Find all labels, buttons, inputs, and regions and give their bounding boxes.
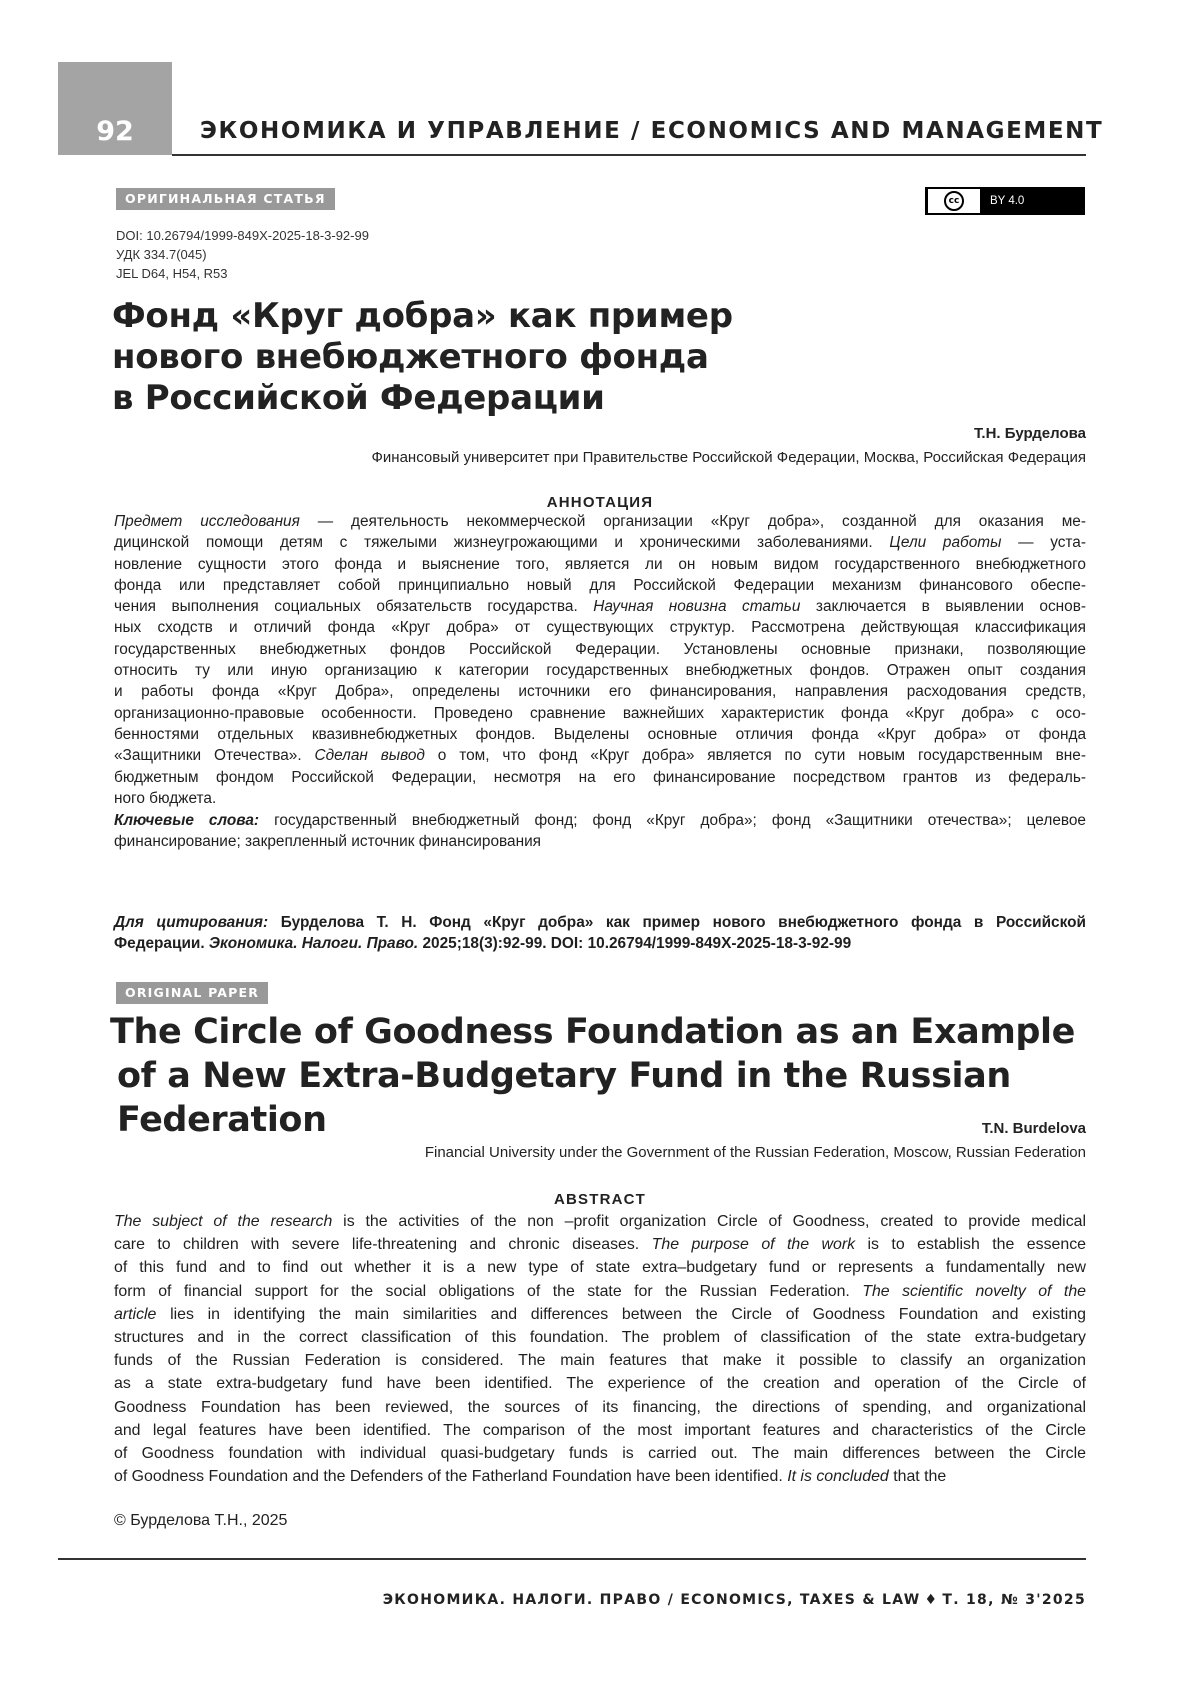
- creative-commons-icon: cc: [944, 191, 964, 211]
- text-run: and legal features have been identified. The comparison of the most important features and characteristics of the Circle: [114, 1421, 1086, 1439]
- diamond-icon: ♦: [924, 1592, 939, 1608]
- text-run: Ключевые слова:: [114, 812, 260, 829]
- text-line: [114, 1210, 1086, 1233]
- text-run: Goodness Foundation has been reviewed, the sources of its financing, the directions of spending, and organizational: [114, 1398, 1086, 1416]
- text-line: [114, 810, 1086, 831]
- text-run: «Защитники Отечества».: [114, 747, 315, 765]
- text-run: of this fund and to find out whether it is a new type of state extra–budgetary fund or represents a fundamentally new: [114, 1259, 1086, 1277]
- article-title-ru: [112, 296, 733, 419]
- text-line: [114, 1303, 1086, 1326]
- text-run: Сделан вывод: [314, 747, 425, 765]
- text-run: ных сходств и отличий фонда «Круг добра» от существующих структур. Рассмотрена действующая классификация: [114, 619, 1086, 637]
- text-run: новление сущности этого фонда и выяснение того, является ли он новым видом государственного внебюджетного: [114, 555, 1086, 573]
- article-type-tag-en: ORIGINAL PAPER: [116, 982, 268, 1004]
- text-line: [114, 788, 1086, 809]
- text-run: Для цитирования:: [114, 914, 269, 931]
- footer-journal-info: [383, 1592, 1086, 1608]
- jel-codes: JEL D64, H54, R53: [116, 266, 228, 281]
- text-line: [114, 745, 1086, 766]
- text-line: [114, 575, 1086, 596]
- text-run: Экономика. Налоги. Право.: [208, 935, 419, 953]
- text-line: [114, 703, 1086, 724]
- text-line: [114, 681, 1086, 702]
- text-line: [114, 767, 1086, 788]
- text-run: The purpose of the work: [651, 1236, 856, 1254]
- text-run: The subject of the research: [114, 1213, 333, 1230]
- text-line: [114, 1256, 1086, 1279]
- page-number: 92: [96, 116, 134, 147]
- text-run: Федерации.: [114, 935, 209, 953]
- text-line: [114, 1280, 1086, 1303]
- author-en: T.N. Burdelova: [981, 1120, 1086, 1137]
- text-run: form of financial support for the social obligations of the state for the Russian Federation.: [114, 1282, 863, 1300]
- article-type-tag-ru: ОРИГИНАЛЬНАЯ СТАТЬЯ: [116, 188, 335, 210]
- text-run: государственный внебюджетный фонд; фонд «Круг добра»; фонд «Защитники отечества»; целевое: [259, 812, 1086, 829]
- text-line: [114, 933, 1086, 954]
- text-run: Предмет исследования: [114, 513, 300, 530]
- footer-rule: [58, 1558, 1086, 1560]
- doi: DOI: 10.26794/1999-849X-2025-18-3-92-99: [116, 228, 369, 243]
- text-run: of Goodness foundation with individual quasi-budgetary funds is carried out. The main differences between the Circle: [114, 1445, 1086, 1463]
- text-line: [114, 1233, 1086, 1256]
- text-run: is to establish the essence: [855, 1236, 1086, 1254]
- text-line: [114, 660, 1086, 681]
- license-label: BY 4.0: [990, 195, 1025, 207]
- footer-issue: Т. 18, № 3'2025: [942, 1592, 1086, 1608]
- text-run: — уста-: [1001, 534, 1086, 552]
- text-run: дицинской помощи детям с тяжелыми жизнеугрожающими и хроническими заболеваниями.: [114, 534, 890, 552]
- abstract-heading-ru: АННОТАЦИЯ: [546, 494, 654, 511]
- text-run: относить ту или иную организацию к категории государственных внебюджетных фондов. Отражен опыт создания: [114, 662, 1086, 680]
- text-run: фонда или представляет собой принципиально новый для Российской Федерации механизм финансового обеспе-: [114, 576, 1086, 594]
- text-line: [114, 1372, 1086, 1395]
- text-run: государственных внебюджетных фондов Российской Федерации. Установлены основные признаки, позволяющие: [114, 640, 1086, 658]
- text-run: о том, что фонд «Круг добра» является по сути новым государственным вне-: [424, 747, 1086, 765]
- text-run: It is concluded: [787, 1468, 889, 1486]
- text-line: [114, 554, 1086, 575]
- text-run: lies in identifying the main similarities and differences between the Circle of Goodness Foundation and existing: [156, 1305, 1086, 1323]
- text-run: The scientific novelty of the: [862, 1282, 1086, 1300]
- text-run: structures and in the correct classification of this foundation. The problem of classification of the state extra-budgetary: [114, 1329, 1086, 1347]
- text-run: of Goodness Foundation and the Defenders of the Fatherland Foundation have been identified.: [114, 1468, 788, 1486]
- text-run: article: [114, 1305, 157, 1323]
- title-line: Фонд «Круг добра» как пример: [112, 296, 733, 336]
- text-line: [114, 912, 1086, 933]
- text-run: Цели работы: [889, 534, 1002, 552]
- header-rule: [172, 154, 1086, 156]
- text-line: [114, 1326, 1086, 1349]
- text-run: — деятельность некоммерческой организации «Круг добра», созданной для оказания ме-: [299, 513, 1086, 530]
- title-line: The Circle of Goodness Foundation as an Example: [110, 1012, 1075, 1052]
- text-line: [114, 1396, 1086, 1419]
- text-line: [114, 1442, 1086, 1465]
- text-line: [114, 1465, 1086, 1488]
- citation-ru: [114, 912, 1086, 955]
- text-run: care to children with severe life-threatening and chronic diseases.: [114, 1236, 652, 1254]
- journal-section-title: ЭКОНОМИКА И УПРАВЛЕНИЕ / ECONOMICS AND MANAGEMENT: [200, 118, 1104, 144]
- text-run: is the activities of the non –profit organization Circle of Goodness, created to provide medical: [332, 1213, 1087, 1230]
- affiliation-en: Financial University under the Government of the Russian Federation, Moscow, Russian Federation: [424, 1144, 1086, 1161]
- text-line: [114, 639, 1086, 660]
- text-line: [114, 596, 1086, 617]
- text-line: [114, 617, 1086, 638]
- text-line: [114, 532, 1086, 553]
- udk: УДК 334.7(045): [116, 247, 207, 262]
- keywords-ru: [114, 810, 1086, 853]
- text-run: заключается в выявлении основ-: [800, 598, 1087, 616]
- copyright: © Бурделова Т.Н., 2025: [114, 1512, 288, 1529]
- abstract-ru: [114, 511, 1086, 809]
- title-line: в Российской Федерации: [112, 378, 605, 418]
- text-run: as a state extra-budgetary fund have been identified. The experience of the creation and operation of the Circle of: [114, 1375, 1086, 1393]
- text-line: [114, 724, 1086, 745]
- footer-journal: ЭКОНОМИКА. НАЛОГИ. ПРАВО / ECONOMICS, TAXES & LAW: [382, 1592, 921, 1608]
- affiliation-ru: Финансовый университет при Правительстве Российской Федерации, Москва, Российская Федерация: [371, 449, 1086, 466]
- text-run: 2025;18(3):92-99. DOI: 10.26794/1999-849X-2025-18-3-92-99: [418, 935, 852, 953]
- text-run: Бурделова Т. Н. Фонд «Круг добра» как пример нового внебюджетного фонда в Российской: [268, 914, 1086, 931]
- text-line: [114, 511, 1086, 532]
- cc-logo: [928, 189, 980, 213]
- text-line: [114, 1419, 1086, 1442]
- author-ru: Т.Н. Бурделова: [973, 425, 1086, 442]
- text-run: чения выполнения социальных обязательств государства.: [114, 598, 594, 616]
- text-run: организационно-правовые особенности. Проведено сравнение важнейших характеристик фонда «Круг добра» с осо-: [114, 704, 1086, 722]
- text-run: бюджетным фондом Российской Федерации, несмотря на его финансирование посредством грантов из федераль-: [114, 768, 1086, 786]
- text-run: that the: [888, 1468, 947, 1486]
- text-run: и работы фонда «Круг Добра», определены источники его финансирования, направления расходования средств,: [114, 683, 1086, 701]
- text-line: [114, 831, 1086, 852]
- abstract-en: [114, 1210, 1086, 1488]
- text-run: ного бюджета.: [114, 789, 217, 807]
- text-run: funds of the Russian Federation is considered. The main features that make it possible to classify an organization: [114, 1352, 1086, 1370]
- text-run: бенностями отдельных квазивнебюджетных фондов. Выделены основные отличия фонда «Круг добра» от фонда: [114, 725, 1086, 743]
- text-run: финансирование; закрепленный источник финансирования: [114, 833, 542, 851]
- title-line: нового внебюджетного фонда: [112, 337, 709, 377]
- text-line: [114, 1349, 1086, 1372]
- text-run: Научная новизна статьи: [593, 598, 801, 616]
- abstract-heading-en: ABSTRACT: [553, 1191, 647, 1208]
- title-line: of a New Extra-Budgetary Fund in the Russian Federation: [117, 1056, 1011, 1140]
- cc-license-badge[interactable]: [925, 187, 1085, 215]
